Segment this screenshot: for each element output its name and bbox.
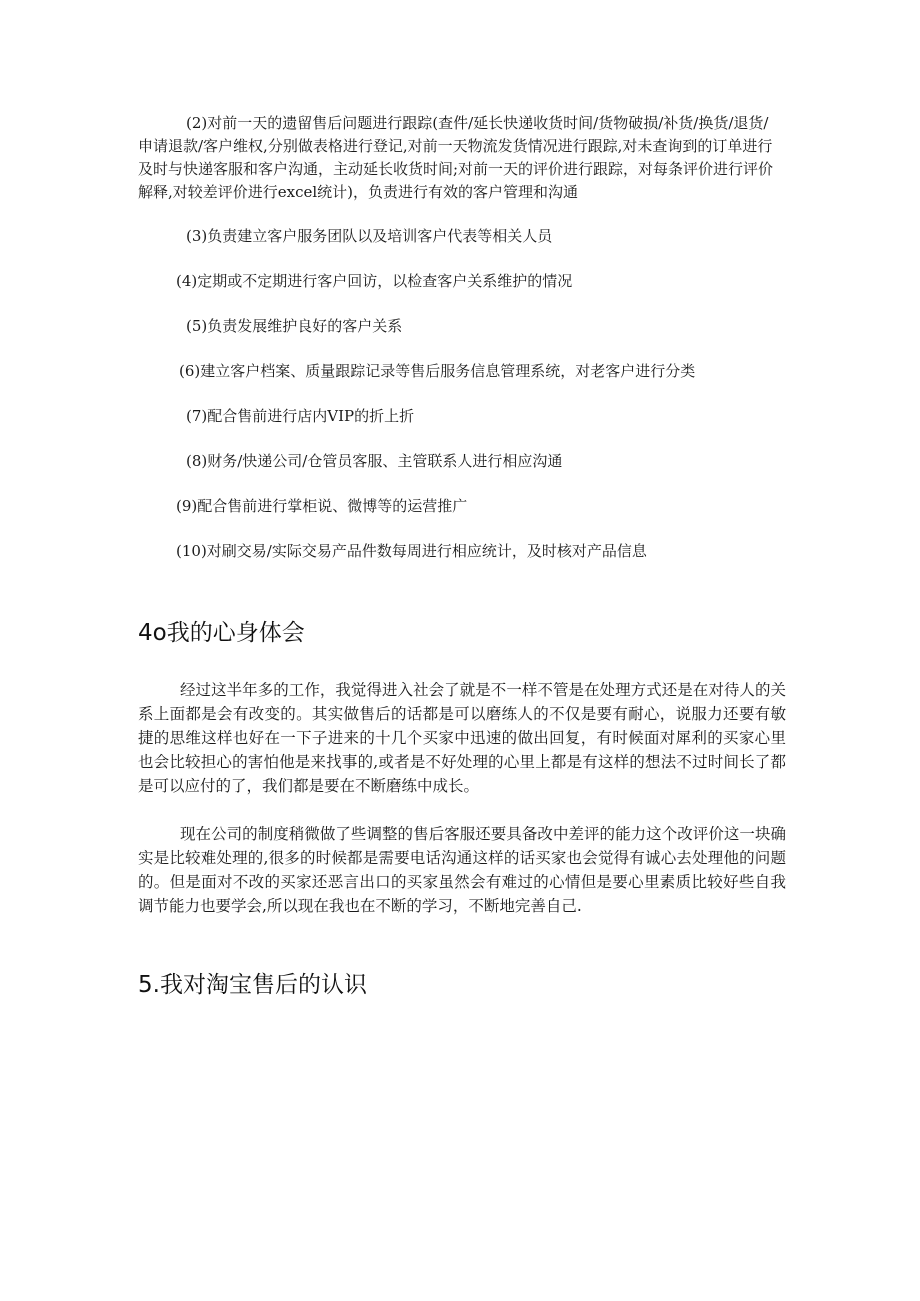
duty-item-2: (2)对前一天的遗留售后问题进行跟踪(查件/延长快递收货时间/货物破损/补货/换货/退货/申请退款/客户维权,分别做表格进行登记,对前一天物流发货情况进行跟踪,对未查询到的订单进行及时与快递客服和客户沟通，主动延长收货时间;对前一天的评价进行跟踪，对每条评价进行评价解释,对较差评价进行excel统计)，负责进行有效的客户管理和沟通 (138, 114, 774, 201)
duty-item-7: (7)配合售前进行店内VIP的折上折 (186, 407, 415, 425)
duty-item-3: (3)负责建立客户服务团队以及培训客户代表等相关人员 (186, 227, 553, 245)
duty-item-5: (5)负责发展维护良好的客户关系 (186, 317, 403, 335)
duty-item-6: (6)建立客户档案、质量跟踪记录等售后服务信息管理系统，对老客户进行分类 (179, 362, 696, 380)
duty-list (138, 112, 778, 563)
duty-item-9: (9)配合售前进行掌柜说、微博等的运营推广 (176, 497, 468, 515)
section-4-heading: 4o我的心身体会 (138, 620, 305, 646)
duty-item-4: (4)定期或不定期进行客户回访，以检查客户关系维护的情况 (176, 272, 573, 290)
duty-item-10: (10)对刷交易/实际交易产品件数每周进行相应统计，及时核对产品信息 (176, 542, 647, 560)
section-4-paragraph-2: 现在公司的制度稍微做了些调整的售后客服还要具备改中差评的能力这个改评价这一块确实是比较难处理的,很多的时候都是需要电话沟通这样的话买家也会觉得有诚心去处理他的问题的。但是面对不改的买家还恶言出口的买家虽然会有难过的心情但是要心里素质比较好些自我调节能力也要学会,所以现在我也在不断的学习，不断地完善自己. (138, 825, 786, 915)
duty-item-8: (8)财务/快递公司/仓管员客服、主管联系人进行相应沟通 (186, 452, 563, 470)
section-5-heading: 5.我对淘宝售后的认识 (138, 972, 367, 998)
section-4-paragraph-1: 经过这半年多的工作，我觉得进入社会了就是不一样不管是在处理方式还是在对待人的关系上面都是会有改变的。其实做售后的话都是可以磨练人的不仅是要有耐心，说服力还要有敏捷的思维这样也好在一下子进来的十几个买家中迅速的做出回复，有时候面对犀利的买家心里也会比较担心的害怕他是来找事的,或者是不好处理的心里上都是有这样的想法不过时间长了都是可以应付的了，我们都是要在不断磨练中成长。 (138, 681, 786, 795)
